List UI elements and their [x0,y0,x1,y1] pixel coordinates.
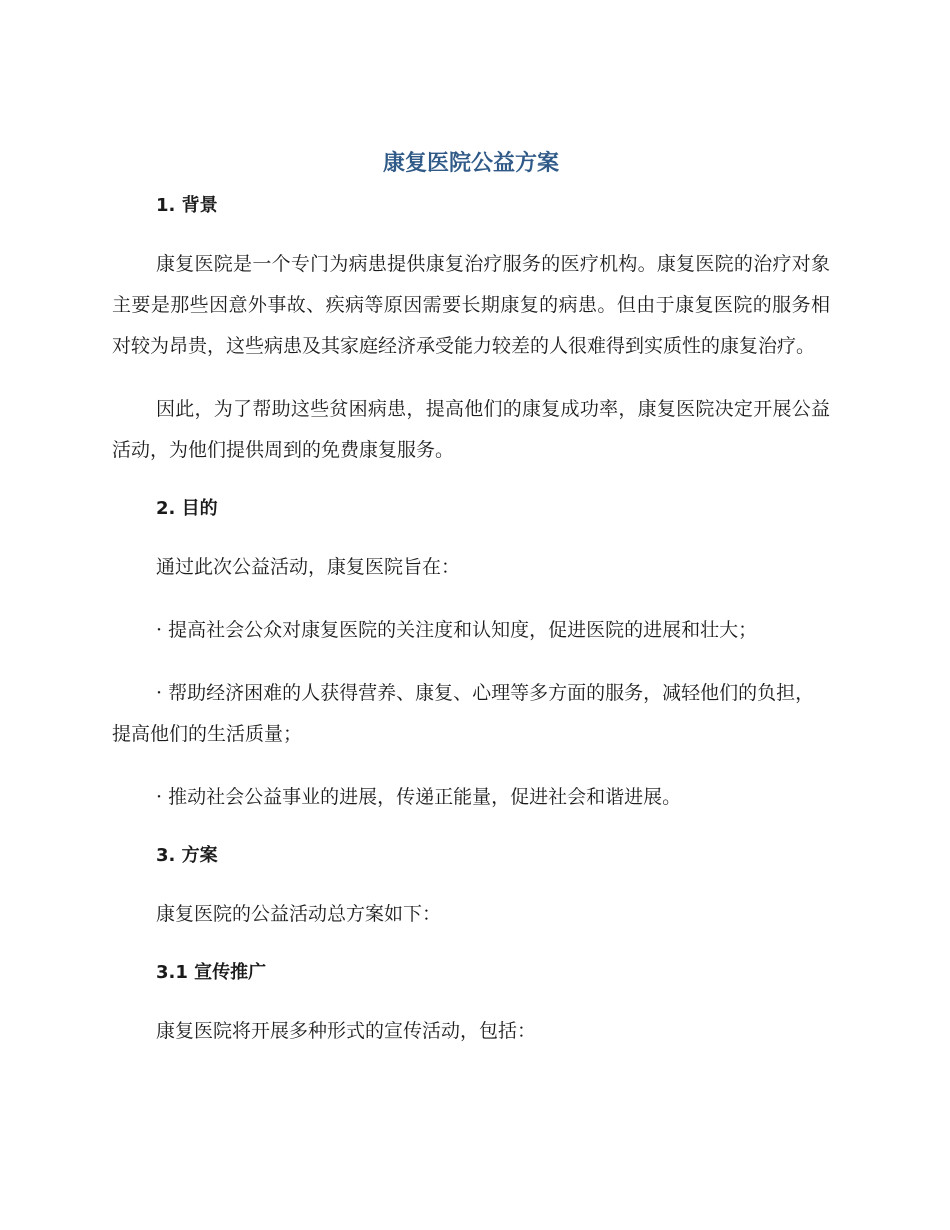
purpose-bullet-1: · 提高社会公众对康复医院的关注度和认知度，促进医院的进展和壮大； [156,619,758,641]
plan-intro: 康复医院的公益活动总方案如下： [156,903,442,925]
section-heading-plan: 3. 方案 [156,845,218,866]
section-heading-background: 1. 背景 [156,195,218,216]
section-heading-purpose: 2. 目的 [156,498,218,519]
background-paragraph-2: 因此，为了帮助这些贫困病患，提高他们的康复成功率，康复医院决定开展公益活动，为他们提供周到的免费康复服务。 [112,398,830,461]
document-content [112,140,830,1074]
purpose-bullet-2: · 帮助经济困难的人获得营养、康复、心理等多方面的服务，减轻他们的负担，提高他们的生活质量； [112,682,815,745]
document-title: 康复医院公益方案 [382,151,559,176]
promotion-intro: 康复医院将开展多种形式的宣传活动，包括： [156,1020,537,1042]
background-paragraph-1: 康复医院是一个专门为病患提供康复治疗服务的医疗机构。康复医院的治疗对象主要是那些因意外事故、疾病等原因需要长期康复的病患。但由于康复医院的服务相对较为昂贵，这些病患及其家庭经济承受能力较差的人很难得到实质性的康复治疗。 [112,253,830,357]
subsection-heading-promotion: 3.1 宣传推广 [156,962,267,983]
purpose-bullet-3: · 推动社会公益事业的进展，传递正能量，促进社会和谐进展。 [156,786,682,808]
purpose-intro: 通过此次公益活动，康复医院旨在： [156,556,461,578]
